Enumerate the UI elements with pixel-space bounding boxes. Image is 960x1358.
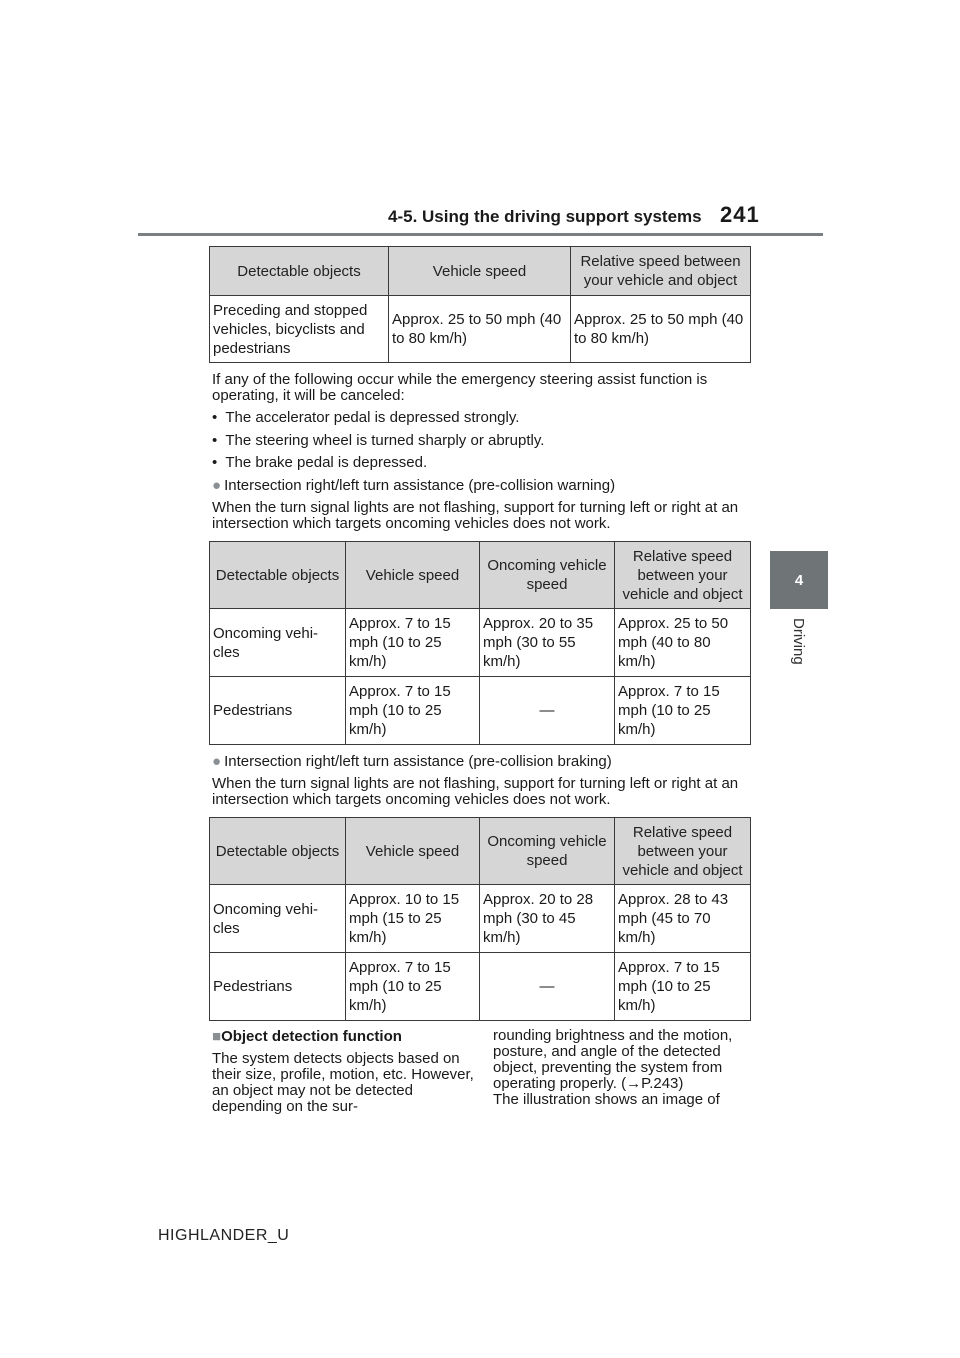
table-cell: Oncoming vehi-cles [210, 609, 346, 677]
object-detection-right-text [493, 1028, 755, 1108]
table-header-cell: Oncoming vehicle speed [480, 542, 615, 609]
table-header-cell: Detectable objects [210, 818, 346, 885]
page-number: 241 [720, 202, 760, 227]
table-cell: Oncoming vehi-cles [210, 885, 346, 953]
object-detection-heading [212, 1028, 402, 1045]
list-item [212, 409, 519, 426]
subsection-heading [212, 477, 615, 494]
page-reference-link[interactable]: P.243) [641, 1075, 684, 1092]
square-bullet-icon: ■ [212, 1028, 222, 1045]
list-item-text: The accelerator pedal is depressed strongly. [225, 409, 520, 426]
table-row [210, 953, 751, 1021]
circle-bullet-icon: ● [212, 477, 222, 494]
table-cell: Pedestrians [210, 677, 346, 745]
chapter-number: 4 [794, 571, 804, 589]
list-item-text: The brake pedal is depressed. [225, 454, 428, 471]
table-cell: Approx. 7 to 15 mph (10 to 25 km/h) [346, 953, 480, 1021]
footer-model: HIGHLANDER_U [158, 1227, 290, 1244]
table-precollision-warning [209, 541, 751, 745]
table-header-cell: Oncoming vehicle speed [480, 818, 615, 885]
list-item-text: The steering wheel is turned sharply or abruptly. [225, 432, 545, 449]
object-detection-left-text: The system detects objects based on their size, profile, motion, etc. However, an object may not be detected depending on the sur- [212, 1050, 474, 1115]
table-header-cell: Vehicle speed [389, 247, 571, 296]
arrow-icon: → [626, 1075, 642, 1092]
list-item [212, 432, 544, 449]
bullet-dot: • [212, 432, 218, 449]
table-cell: Approx. 7 to 15 mph (10 to 25 km/h) [346, 609, 480, 677]
table-header-row [210, 247, 751, 296]
table-header-row [210, 542, 751, 609]
table-row [210, 677, 751, 745]
table-precollision-braking [209, 817, 751, 1021]
subsection-paragraph: When the turn signal lights are not flashing, support for turning left or right at an intersection which targets oncoming vehicles does not work. [212, 775, 739, 808]
table-cell: Preceding and stopped vehicles, bicyclists and pedestrians [210, 296, 389, 363]
circle-bullet-icon: ● [212, 753, 222, 770]
subsection-title: Intersection right/left turn assistance (pre-collision braking) [224, 753, 612, 770]
table-row [210, 609, 751, 677]
table-cell: Pedestrians [210, 953, 346, 1021]
table-cell: Approx. 28 to 43 mph (45 to 70 km/h) [615, 885, 751, 953]
chapter-label: Driving [790, 618, 807, 665]
right-text-part: The illustration shows an image of [493, 1091, 720, 1108]
chapter-tab [770, 551, 828, 609]
right-text-part: rounding brightness and the motion, posture, and angle of the detected object, preventing the system from operating properly. ( [493, 1027, 733, 1092]
table-cell: Approx. 25 to 50 mph (40 to 80 km/h) [615, 609, 751, 677]
section-title: 4-5. Using the driving support systems [388, 207, 702, 226]
table-header-cell: Relative speed between your vehicle and object [615, 542, 751, 609]
table-header-cell: Detectable objects [210, 247, 389, 296]
table-cell: Approx. 7 to 15 mph (10 to 25 km/h) [346, 677, 480, 745]
subsection-title: Intersection right/left turn assistance (pre-collision warning) [224, 477, 616, 494]
bullet-dot: • [212, 409, 218, 426]
table-cell: Approx. 20 to 35 mph (30 to 55 km/h) [480, 609, 615, 677]
table-cell: Approx. 25 to 50 mph (40 to 80 km/h) [571, 296, 751, 363]
subsection-heading [212, 753, 612, 770]
table-cell: Approx. 7 to 15 mph (10 to 25 km/h) [615, 677, 751, 745]
list-item [212, 454, 427, 471]
table-cell: — [480, 953, 615, 1021]
table-cell: Approx. 10 to 15 mph (15 to 25 km/h) [346, 885, 480, 953]
table-header-row [210, 818, 751, 885]
table-cell: — [480, 677, 615, 745]
table-header-cell: Relative speed between your vehicle and object [615, 818, 751, 885]
cancel-paragraph: If any of the following occur while the emergency steering assist function is operating, it will be canceled: [212, 371, 708, 404]
table-cell: Approx. 20 to 28 mph (30 to 45 km/h) [480, 885, 615, 953]
table-cell: Approx. 25 to 50 mph (40 to 80 km/h) [389, 296, 571, 363]
table-steering-assist [209, 246, 751, 363]
table-header-cell: Vehicle speed [346, 818, 480, 885]
table-header-cell: Detectable objects [210, 542, 346, 609]
table-header-cell: Vehicle speed [346, 542, 480, 609]
table-row [210, 296, 751, 363]
bullet-dot: • [212, 454, 218, 471]
table-row [210, 885, 751, 953]
header-divider [138, 233, 823, 236]
table-header-cell: Relative speed between your vehicle and object [571, 247, 751, 296]
table-cell: Approx. 7 to 15 mph (10 to 25 km/h) [615, 953, 751, 1021]
object-detection-title: Object detection function [221, 1028, 402, 1045]
chapter-label-container [770, 618, 828, 678]
subsection-paragraph: When the turn signal lights are not flashing, support for turning left or right at an intersection which targets oncoming vehicles does not work. [212, 499, 739, 532]
